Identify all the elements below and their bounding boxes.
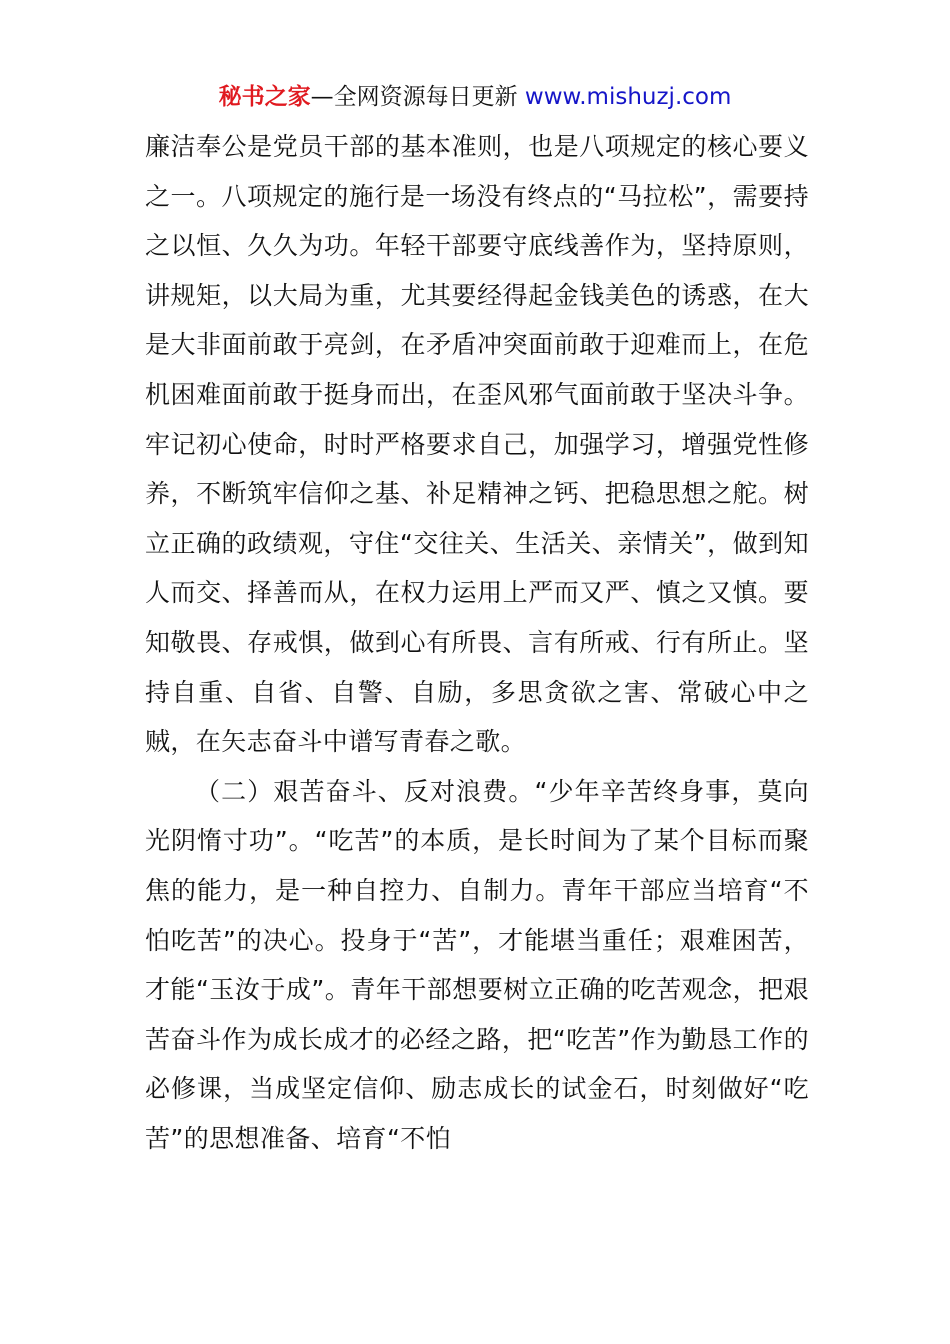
paragraph-integrity: 廉洁奉公是党员干部的基本准则，也是八项规定的核心要义之一。八项规定的施行是一场没有终点的“马拉松”，需要持之以恒、久久为功。年轻干部要守底线善作为，坚持原则，讲规矩，以大局为重，尤其要经得起金钱美色的诱惑，在大是大非面前敢于亮剑，在矛盾冲突面前敢于迎难而上，在危机困难面前敢于挺身而出，在歪风邪气面前敢于坚决斗争。牢记初心使命，时时严格要求自己，加强学习，增强党性修养，不断筑牢信仰之基、补足精神之钙、把稳思想之舵。树立正确的政绩观，守住“交往关、生活关、亲情关”，做到知人而交、择善而从，在权力运用上严而又严、慎之又慎。要知敬畏、存戒惧，做到心有所畏、言有所戒、行有所止。坚持自重、自省、自警、自励，多思贪欲之害、常破心中之贼，在矢志奋斗中谱写青春之歌。 bbox=[145, 132, 809, 757]
document-body bbox=[145, 122, 809, 1163]
site-url[interactable]: www.mishuzj.com bbox=[524, 84, 732, 110]
paragraph-hard-work: （二）艰苦奋斗、反对浪费。“少年辛苦终身事，莫向光阴惰寸功”。“吃苦”的本质，是长时间为了某个目标而聚焦的能力，是一种自控力、自制力。青年干部应当培育“不怕吃苦”的决心。投身于“苦”，才能堪当重任；艰难困苦，才能“玉汝于成”。青年干部想要树立正确的吃苦观念，把艰苦奋斗作为成长成才的必经之路，把“吃苦”作为勤恳工作的必修课，当成坚定信仰、励志成长的试金石，时刻做好“吃苦”的思想准备、培育“不怕 bbox=[145, 776, 809, 1153]
brand-name: 秘书之家 bbox=[218, 84, 311, 110]
header-tagline: —全网资源每日更新 bbox=[310, 84, 518, 110]
page-header bbox=[0, 80, 950, 114]
